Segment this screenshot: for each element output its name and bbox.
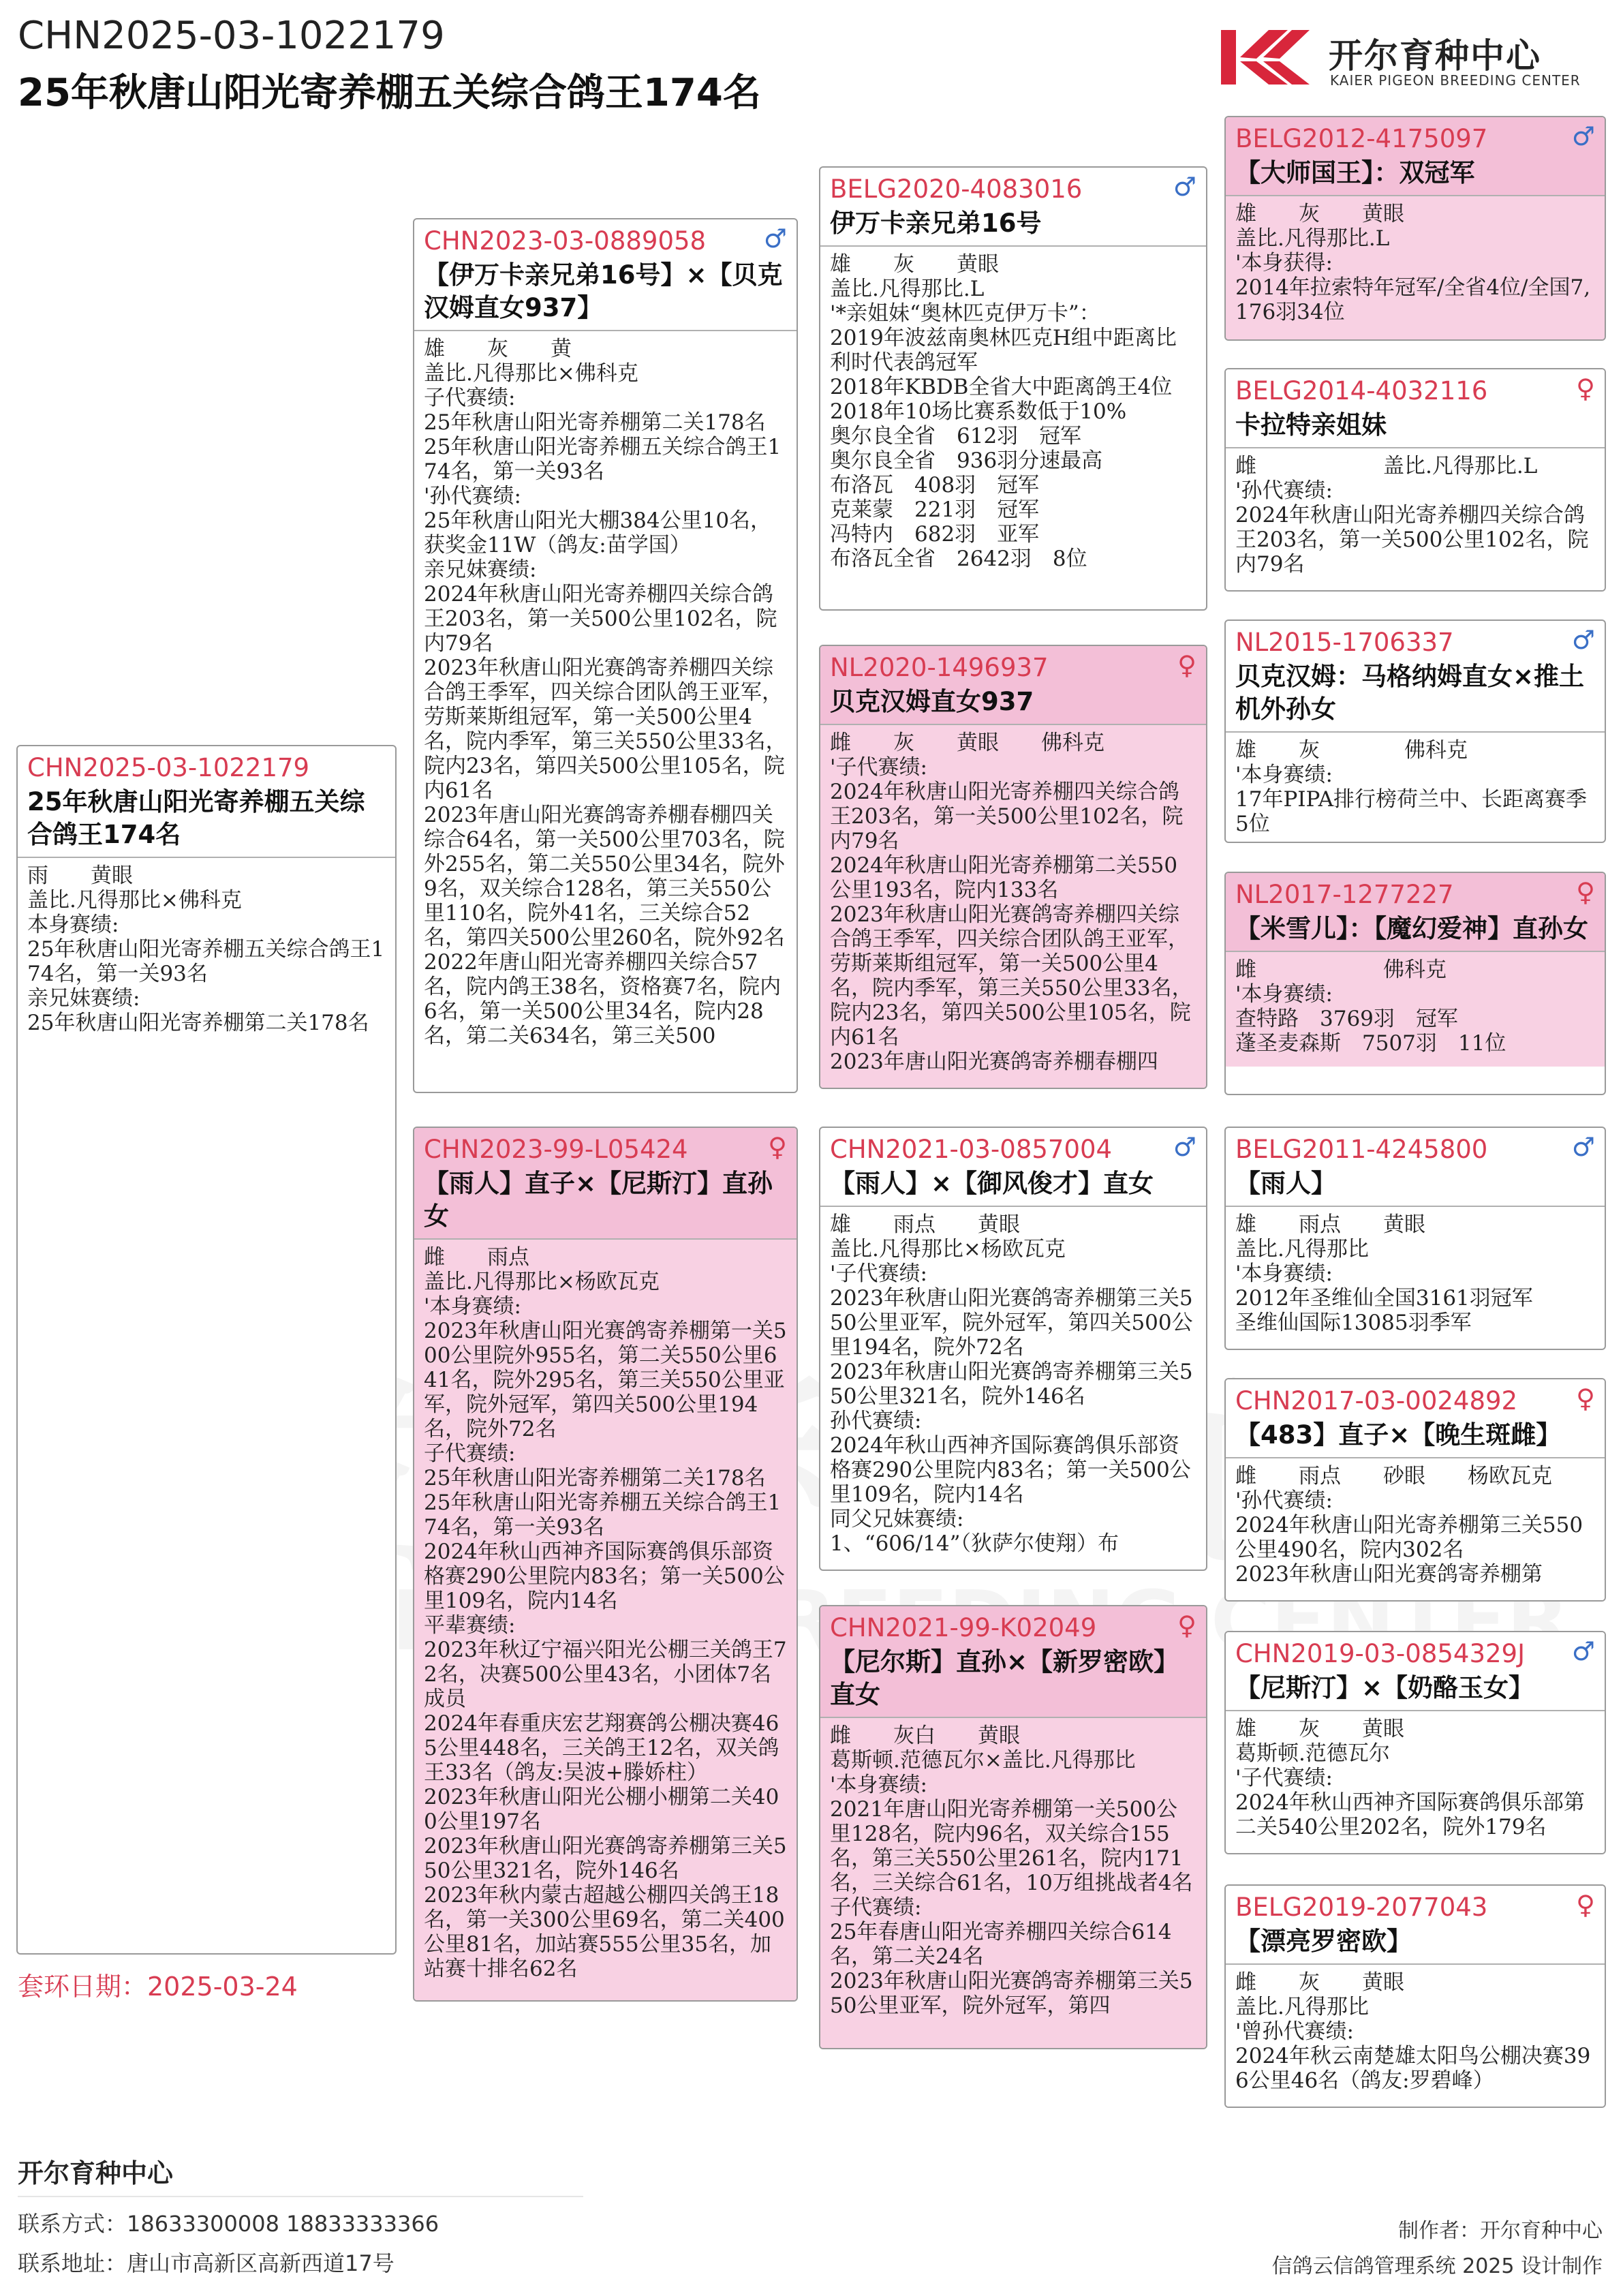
pigeon-name: 25年秋唐山阳光寄养棚五关综合鸽王174名 [27,787,365,849]
subject-card[interactable] [16,745,397,1955]
pigeon-details: 雌 灰白 黄眼 葛斯顿.范德瓦尔×盖比.凡得那比 '本身赛绩: 2021年唐山阳光寄养棚第一关500公里128名，院内96名，双关综合155名，第三关550公里261名，院内171名，三关综合61名，10万组挑战者4名 子代赛绩: 25年春唐山阳光寄养棚四关综合614名，第二关24名 2023年秋唐山阳光赛鸽寄养棚第三关550公里亚军，院外冠军，第四 [820,1718,1206,2049]
footer-divider [18,2196,583,2197]
pigeon-details: 雌 灰 黄眼 盖比.凡得那比 '曾孙代赛绩: 2024年秋云南楚雄太阳鸟公棚决赛396公里46名（鸽友:罗碧峰） [1226,1965,1605,2108]
pigeon-name: 伊万卡亲兄弟16号 [830,209,1042,238]
pigeon-details: 雄 雨点 黄眼 盖比.凡得那比×杨欧瓦克 '子代赛绩: 2023年秋唐山阳光赛鸽寄养棚第三关550公里亚军，院外冠军，第四关500公里194名，院外72名 2023年秋唐山阳光赛鸽寄养棚第三关550公里321名，院外146名 孙代赛绩: 2024年秋山西神齐国际赛鸽俱乐部资格赛290公里院内83名；第一关500公里109名，院内14名 同父兄妹赛绩: 1、“606/14”（狄萨尔使翔）布 [830,1212,1193,1556]
pigeon-name: 贝克汉姆：马格纳姆直女×推土机外孙女 [1235,662,1585,724]
ring-number: BELG2020-4083016 [830,174,1083,204]
ring-number: BELG2019-2077043 [1235,1893,1488,1922]
dam-sire-card[interactable] [819,1127,1207,1571]
dsd-card[interactable] [1224,1378,1606,1602]
card-header [1226,369,1605,448]
card-header [1226,1886,1605,1965]
card-header [18,746,395,858]
dam-card[interactable] [413,1127,798,2002]
male-icon: ♂ [1571,121,1595,151]
pigeon-details: 雨 黄眼 盖比.凡得那比×佛科克 本身赛绩: 25年秋唐山阳光寄养棚五关综合鸽王174名，第一关93名 亲兄妹赛绩: 25年秋唐山阳光寄养棚第二关178名 [27,863,385,1035]
ring-number: BELG2014-4032116 [1235,376,1488,405]
pigeon-name: 【雨人】直子×【尼斯汀】直孙女 [424,1169,773,1231]
footer-org-name: 开尔育种中心 [18,2158,174,2188]
dam-dam-card[interactable] [819,1605,1207,2049]
card-header [1226,1128,1605,1207]
footer-system: 信鸽云信鸽管理系统 2025 设计制作 [1271,2254,1603,2278]
pigeon-details: 雄 灰 黄眼 葛斯顿.范德瓦尔 '子代赛绩: 2024年秋山西神齐国际赛鸽俱乐部第二关540公里202名，院外179名 [1226,1711,1605,1854]
card-header [820,1128,1206,1207]
card-header [1226,873,1605,952]
female-icon: ♀ [1177,1610,1196,1640]
pigeon-name: 卡拉特亲姐妹 [1235,410,1387,440]
pigeon-name: 【米雪儿】：【魔幻爱神】直孙女 [1235,914,1588,943]
ring-number: CHN2023-99-L05424 [424,1135,688,1164]
ring-number: CHN2025-03-1022179 [27,753,310,782]
pigeon-name: 【尼斯汀】×【奶酪玉女】 [1235,1673,1534,1702]
male-icon: ♂ [1173,1132,1196,1162]
ring-number: BELG2011-4245800 [1235,1135,1488,1164]
dds-card[interactable] [1224,1631,1606,1854]
pigeon-name: 【尼尔斯】直孙×【新罗密欧】直女 [830,1647,1179,1709]
pigeon-details: 雄 灰 佛科克 '本身赛绩: 17年PIPA排行榜荷兰中、长距离赛季5位 [1235,738,1587,836]
pigeon-name: 贝克汉姆直女937 [830,687,1034,716]
ring-number: CHN2019-03-0854329J [1235,1639,1525,1668]
pigeon-details: 雄 灰 黄 盖比.凡得那比×佛科克 子代赛绩: 25年秋唐山阳光寄养棚第二关178名 25年秋唐山阳光寄养棚五关综合鸽王174名，第一关93名 '孙代赛绩: 25年秋唐山阳光大棚384公里10名，获奖金11W（鸽友:苗学国） 亲兄妹赛绩: 2024年秋唐山阳光寄养棚四关综合鸽王203名，第一关500公里102名，院内79名 2023年秋唐山阳光赛鸽寄养棚四关综合鸽王季军，四关综合团队鸽王亚军，劳斯莱斯组冠军，第一关500公里4名，院内季军，第三关550公里33名，院内23名，第四关500公里105名，院内61名 2023年唐山阳光赛鸽寄养棚春棚四关综合64名，第一关500公里703名，院外255名，第二关550公里34名，院外9名，双关综合128名，第三关550公里110名，院外41名，三关综合52名，第四关500公里260名，院外92名 2022年唐山阳光寄养棚四关综合57名，院内鸽王38名，资格赛7名，院内6名，第一关500公里34名，院内28名，第二关634名，第三关500 [424,337,787,1048]
card-header [1226,1379,1605,1458]
ring-number: CHN2021-03-0857004 [830,1135,1113,1164]
ring-number: NL2020-1496937 [830,653,1049,682]
footer-maker: 制作者：开尔育种中心 [1398,2219,1603,2243]
pigeon-name: 【伊万卡亲兄弟16号】×【贝克汉姆直女937】 [424,260,783,322]
sds-card[interactable] [1224,619,1606,843]
ddd-card[interactable] [1224,1884,1606,2108]
pigeon-name: 【大师国王】：双冠军 [1235,158,1475,187]
company-logo [1221,23,1603,98]
pigeon-details: 雌 盖比.凡得那比.L '孙代赛绩: 2024年秋唐山阳光寄养棚四关综合鸽王203名，第一关500公里102名，院内79名 [1226,448,1605,592]
pigeon-name: 【雨人】 [1235,1169,1336,1198]
pigeon-details: 雄 灰 黄眼 盖比.凡得那比.L '*亲姐妹“奥林匹克伊万卡”： 2019年波兹南奥林匹克H组中距离比 利时代表鸽冠军 2018年KBDB全省大中距离鸽王4位 2018年10场比赛系数低于10% 奥尔良全省 612羽 冠军 奥尔良全省 936羽分速最高 布洛瓦 408羽 冠军 克莱蒙 221羽 冠军 冯特内 682羽 亚军 布洛瓦全省 2642羽 8位 [830,252,1177,571]
pigeon-name: 【漂亮罗密欧】 [1235,1927,1412,1956]
ssd-card[interactable] [1224,368,1606,592]
card-header [820,168,1206,247]
pigeon-details: 雌 灰 黄眼 佛科克 '子代赛绩: 2024年秋唐山阳光寄养棚四关综合鸽王203名，第一关500公里102名，院内79名 2024年秋唐山阳光寄养棚第二关550公里193名，院内133名 2023年秋唐山阳光赛鸽寄养棚四关综合鸽王季军，四关综合团队鸽王亚军，劳斯莱斯组冠军，第一关500公里4名，院内季军，第三关550公里33名，院内23名，第四关500公里105名，院内61名 2023年唐山阳光赛鸽寄养棚春棚四 [820,725,1206,1089]
male-icon: ♂ [1571,1132,1595,1162]
ring-number: CHN2017-03-0024892 [1235,1386,1518,1415]
female-icon: ♀ [1576,373,1595,403]
male-icon: ♂ [763,224,787,254]
male-icon: ♂ [1571,625,1595,655]
sdd-card[interactable] [1224,872,1606,1095]
logo-text-cn: 开尔育种中心 [1329,36,1541,76]
card-header [1226,621,1605,733]
pigeon-details: 雄 灰 黄眼 盖比.凡得那比.L '本身获得: 2014年拉索特年冠军/全省4位/全国7,176羽34位 [1226,196,1605,341]
logo-text-en: KAIER PIGEON BREEDING CENTER [1330,72,1581,89]
sss-card[interactable] [1224,116,1606,341]
pigeon-name: 【483】直子×【晚生斑雌】 [1235,1420,1562,1450]
sire-card[interactable] [413,218,798,1093]
pigeon-details: 雌 雨点 盖比.凡得那比×杨欧瓦克 '本身赛绩: 2023年秋唐山阳光赛鸽寄养棚第一关500公里院外955名，第二关550公里641名，院外295名，第三关550公里亚军，院外冠军，第四关500公里194名，院外72名 子代赛绩: 25年秋唐山阳光寄养棚第二关178名 25年秋唐山阳光寄养棚五关综合鸽王174名，第一关93名 2024年秋山西神齐国际赛鸽俱乐部资格赛290公里院内83名；第一关500公里109名，院内14名 平辈赛绩: 2023年秋辽宁福兴阳光公棚三关鸽王72名，决赛500公里43名，小团体7名成员 2024年春重庆宏艺翔赛鸽公棚决赛465公里448名，三关鸽王12名，双关鸽王33名（鸽友:吴波+滕娇柱） 2023年秋唐山阳光公棚小棚第二关400公里197名 2023年秋唐山阳光赛鸽寄养棚第三关550公里321名，院外146名 2023年秋内蒙古超越公棚四关鸽王18名，第一关300公里69名，第二关400公里81名，加站赛555公里35名，加站赛十排名62名 [414,1240,797,2002]
pigeon-details: 雄 雨点 黄眼 盖比.凡得那比 '本身赛绩: 2012年圣维仙全国3161羽冠军 圣维仙国际13085羽季军 [1235,1212,1533,1335]
female-icon: ♀ [768,1132,787,1162]
card-header [1226,117,1605,196]
male-icon: ♂ [1173,172,1196,202]
card-header [414,1128,797,1240]
footer-address: 联系地址：唐山市高新区高新西道17号 [18,2250,395,2276]
ring-number: CHN2023-03-0889058 [424,226,707,256]
pigeon-name: 【雨人】×【御风俊才】直女 [830,1169,1154,1198]
card-header [820,1606,1206,1718]
page-title: 25年秋唐山阳光寄养棚五关综合鸽王174名 [18,71,761,115]
ring-number: NL2017-1277227 [1235,880,1454,909]
footer-contact: 联系方式：18633300008 18833333366 [18,2211,439,2237]
female-icon: ♀ [1576,1890,1595,1920]
card-header [414,219,797,331]
ring-number: NL2015-1706337 [1235,628,1454,657]
header-ring-number: CHN2025-03-1022179 [18,14,445,58]
female-icon: ♀ [1177,650,1196,680]
pigeon-details: 雌 雨点 砂眼 杨欧瓦克 '孙代赛绩: 2024年秋唐山阳光寄养棚第三关550公里490名，院内302名 2023年秋唐山阳光赛鸽寄养棚第 [1226,1458,1605,1602]
female-icon: ♀ [1576,1383,1595,1413]
ring-number: BELG2012-4175097 [1235,124,1488,153]
logo-mark-icon [1221,23,1323,91]
sire-sire-card[interactable] [819,166,1207,611]
ring-date: 套环日期：2025-03-24 [18,1972,298,2002]
card-header [820,646,1206,725]
card-header [1226,1632,1605,1711]
ring-number: CHN2021-99-K02049 [830,1613,1097,1642]
pigeon-details: 雌 佛科克 '本身赛绩: 查特路 3769羽 冠军 蓬圣麦森斯 7507羽 11位 [1226,952,1605,1067]
female-icon: ♀ [1576,877,1595,907]
sire-dam-card[interactable] [819,645,1207,1089]
male-icon: ♂ [1571,1636,1595,1666]
dss-card[interactable] [1224,1127,1606,1350]
